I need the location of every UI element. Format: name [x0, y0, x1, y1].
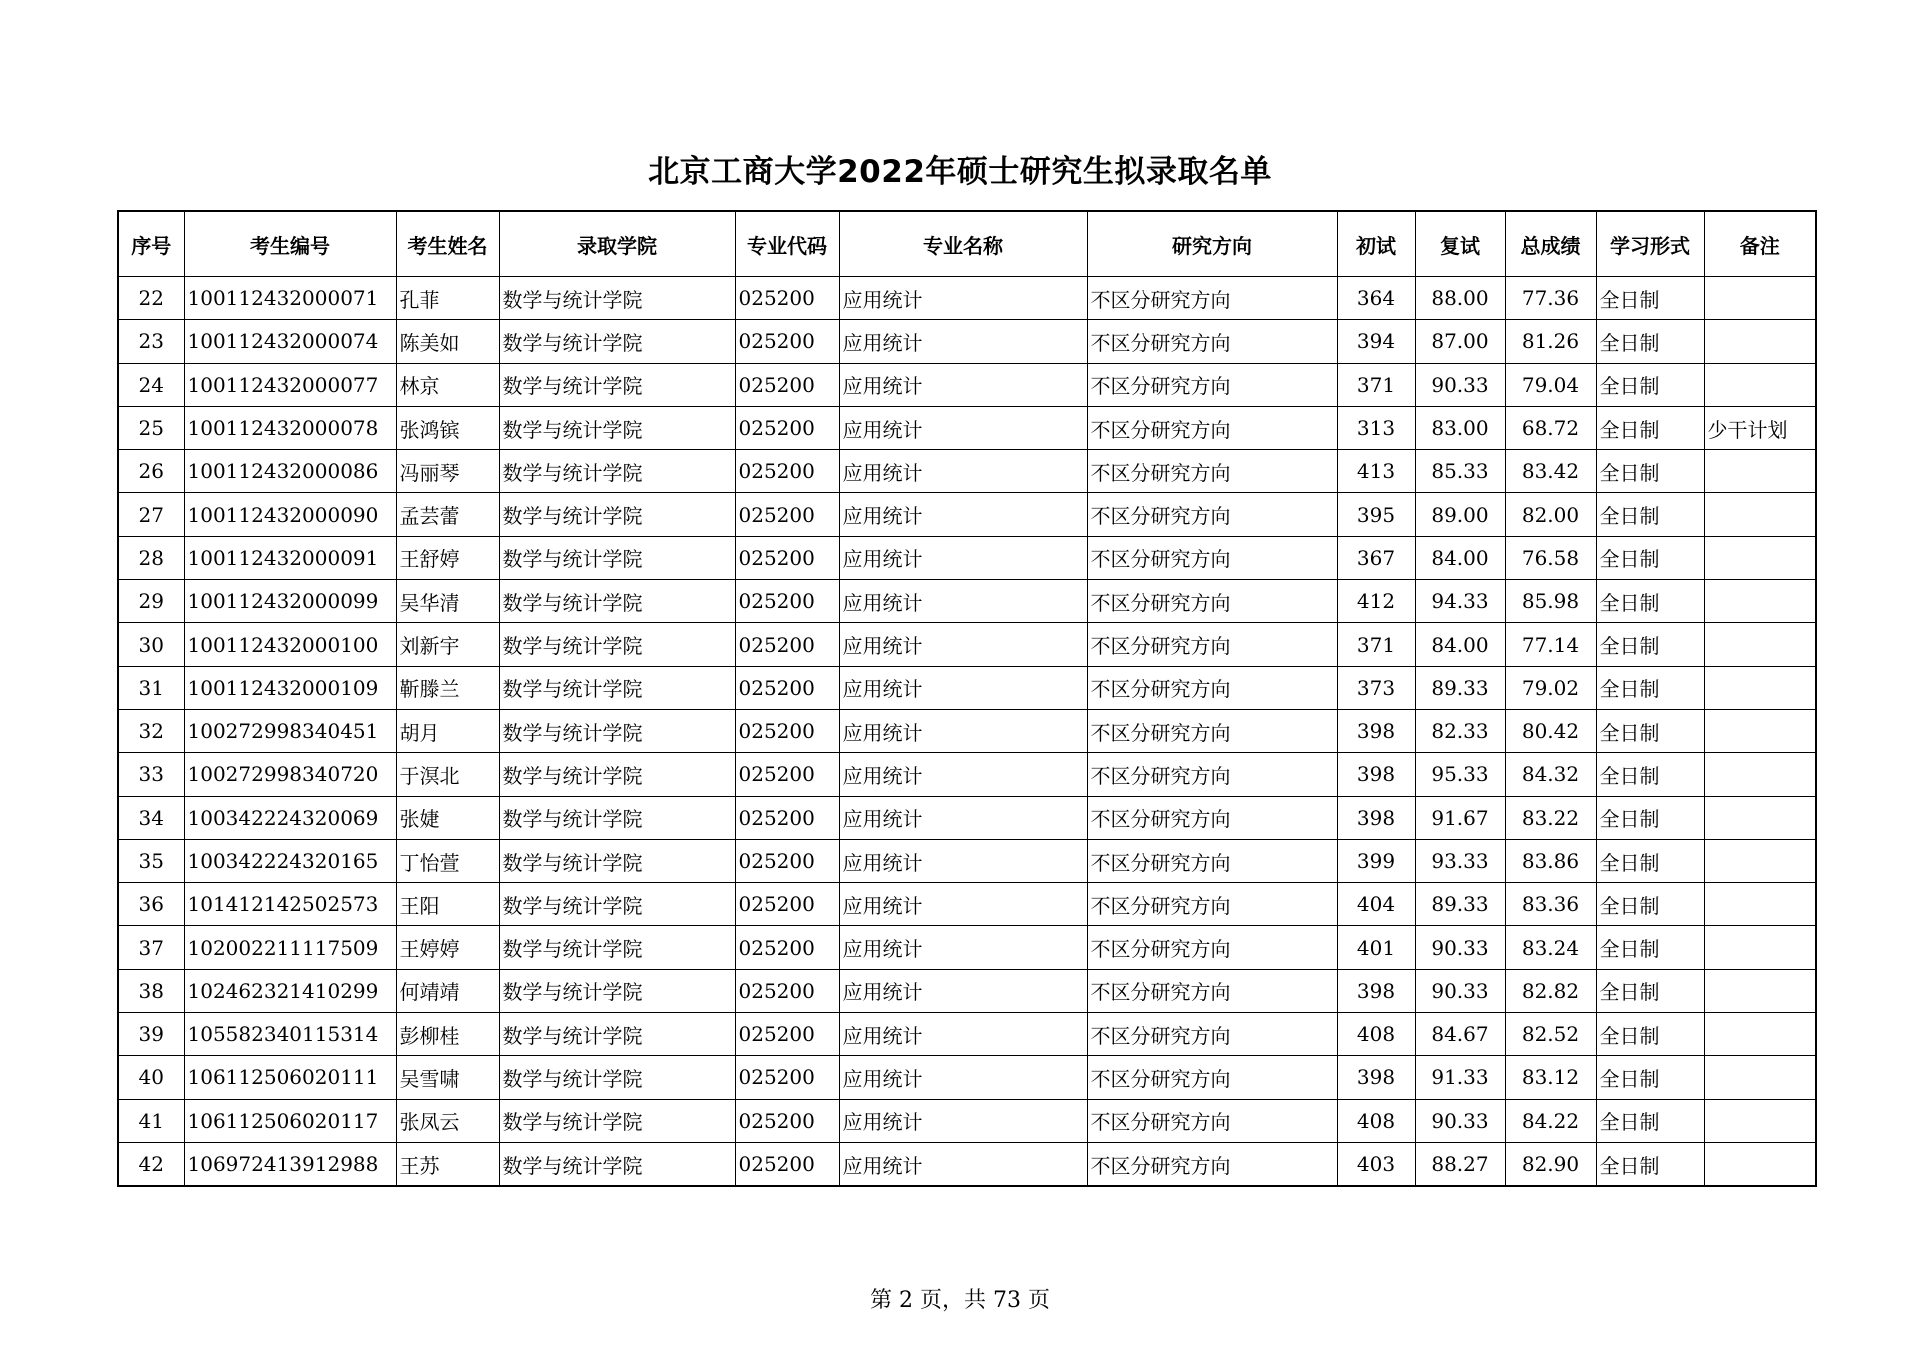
- table-row: [118, 493, 1816, 536]
- table-body: [118, 277, 1816, 1187]
- major-name-cell: 应用统计: [839, 277, 1087, 320]
- college-cell: 数学与统计学院: [499, 406, 735, 449]
- exam-id-cell: 100342224320069: [184, 796, 396, 839]
- major-name-cell: 应用统计: [839, 623, 1087, 666]
- initial-score-cell: 403: [1337, 1142, 1415, 1186]
- major-name-cell: 应用统计: [839, 450, 1087, 493]
- table-row: [118, 363, 1816, 406]
- exam-id-cell: 100112432000086: [184, 450, 396, 493]
- seq-cell: 23: [118, 320, 184, 363]
- total-score-cell: 83.12: [1505, 1056, 1596, 1099]
- study-mode-cell: 全日制: [1596, 450, 1704, 493]
- research-direction-cell: 不区分研究方向: [1087, 969, 1337, 1012]
- college-cell: 数学与统计学院: [499, 536, 735, 579]
- retest-score-cell: 94.33: [1415, 580, 1505, 623]
- column-header-major-code: 专业代码: [735, 211, 839, 277]
- remarks-cell: [1704, 623, 1816, 666]
- study-mode-cell: 全日制: [1596, 666, 1704, 709]
- retest-score-cell: 82.33: [1415, 709, 1505, 752]
- major-name-cell: 应用统计: [839, 1013, 1087, 1056]
- seq-cell: 31: [118, 666, 184, 709]
- initial-score-cell: 408: [1337, 1013, 1415, 1056]
- major-code-cell: 025200: [735, 969, 839, 1012]
- initial-score-cell: 413: [1337, 450, 1415, 493]
- study-mode-cell: 全日制: [1596, 406, 1704, 449]
- college-cell: 数学与统计学院: [499, 666, 735, 709]
- study-mode-cell: 全日制: [1596, 536, 1704, 579]
- seq-cell: 38: [118, 969, 184, 1012]
- retest-score-cell: 84.00: [1415, 623, 1505, 666]
- remarks-cell: [1704, 796, 1816, 839]
- table-row: [118, 1099, 1816, 1142]
- remarks-cell: [1704, 493, 1816, 536]
- initial-score-cell: 412: [1337, 580, 1415, 623]
- table-row: [118, 796, 1816, 839]
- major-code-cell: 025200: [735, 363, 839, 406]
- major-code-cell: 025200: [735, 709, 839, 752]
- total-score-cell: 83.22: [1505, 796, 1596, 839]
- exam-id-cell: 100272998340451: [184, 709, 396, 752]
- table-row: [118, 753, 1816, 796]
- retest-score-cell: 84.67: [1415, 1013, 1505, 1056]
- name-cell: 于溟北: [396, 753, 499, 796]
- initial-score-cell: 399: [1337, 839, 1415, 882]
- research-direction-cell: 不区分研究方向: [1087, 1056, 1337, 1099]
- name-cell: 丁怡萱: [396, 839, 499, 882]
- total-score-cell: 83.86: [1505, 839, 1596, 882]
- document-title: 北京工商大学2022年硕士研究生拟录取名单: [648, 154, 1272, 190]
- table-row: [118, 1142, 1816, 1186]
- research-direction-cell: 不区分研究方向: [1087, 406, 1337, 449]
- research-direction-cell: 不区分研究方向: [1087, 277, 1337, 320]
- seq-cell: 26: [118, 450, 184, 493]
- initial-score-cell: 395: [1337, 493, 1415, 536]
- initial-score-cell: 313: [1337, 406, 1415, 449]
- research-direction-cell: 不区分研究方向: [1087, 883, 1337, 926]
- exam-id-cell: 100112432000100: [184, 623, 396, 666]
- major-name-cell: 应用统计: [839, 580, 1087, 623]
- name-cell: 王舒婷: [396, 536, 499, 579]
- research-direction-cell: 不区分研究方向: [1087, 666, 1337, 709]
- college-cell: 数学与统计学院: [499, 926, 735, 969]
- table-row: [118, 536, 1816, 579]
- study-mode-cell: 全日制: [1596, 623, 1704, 666]
- study-mode-cell: 全日制: [1596, 580, 1704, 623]
- study-mode-cell: 全日制: [1596, 839, 1704, 882]
- column-header-college: 录取学院: [499, 211, 735, 277]
- table-row: [118, 320, 1816, 363]
- college-cell: 数学与统计学院: [499, 623, 735, 666]
- total-score-cell: 79.04: [1505, 363, 1596, 406]
- college-cell: 数学与统计学院: [499, 450, 735, 493]
- table-row: [118, 883, 1816, 926]
- major-code-cell: 025200: [735, 926, 839, 969]
- exam-id-cell: 100112432000074: [184, 320, 396, 363]
- study-mode-cell: 全日制: [1596, 969, 1704, 1012]
- name-cell: 胡月: [396, 709, 499, 752]
- total-score-cell: 77.14: [1505, 623, 1596, 666]
- seq-cell: 33: [118, 753, 184, 796]
- name-cell: 张婕: [396, 796, 499, 839]
- retest-score-cell: 90.33: [1415, 363, 1505, 406]
- seq-cell: 22: [118, 277, 184, 320]
- remarks-cell: [1704, 969, 1816, 1012]
- remarks-cell: [1704, 536, 1816, 579]
- table-row: [118, 839, 1816, 882]
- major-name-cell: 应用统计: [839, 839, 1087, 882]
- initial-score-cell: 364: [1337, 277, 1415, 320]
- research-direction-cell: 不区分研究方向: [1087, 753, 1337, 796]
- remarks-cell: [1704, 709, 1816, 752]
- initial-score-cell: 373: [1337, 666, 1415, 709]
- column-header-exam-id: 考生编号: [184, 211, 396, 277]
- remarks-cell: [1704, 1013, 1816, 1056]
- retest-score-cell: 85.33: [1415, 450, 1505, 493]
- major-name-cell: 应用统计: [839, 709, 1087, 752]
- name-cell: 何靖靖: [396, 969, 499, 1012]
- college-cell: 数学与统计学院: [499, 1142, 735, 1186]
- remarks-cell: [1704, 753, 1816, 796]
- seq-cell: 34: [118, 796, 184, 839]
- column-header-seq: 序号: [118, 211, 184, 277]
- seq-cell: 29: [118, 580, 184, 623]
- initial-score-cell: 401: [1337, 926, 1415, 969]
- research-direction-cell: 不区分研究方向: [1087, 623, 1337, 666]
- initial-score-cell: 371: [1337, 623, 1415, 666]
- seq-cell: 35: [118, 839, 184, 882]
- major-code-cell: 025200: [735, 883, 839, 926]
- total-score-cell: 84.22: [1505, 1099, 1596, 1142]
- name-cell: 王苏: [396, 1142, 499, 1186]
- major-code-cell: 025200: [735, 1013, 839, 1056]
- total-score-cell: 82.82: [1505, 969, 1596, 1012]
- study-mode-cell: 全日制: [1596, 753, 1704, 796]
- study-mode-cell: 全日制: [1596, 1056, 1704, 1099]
- remarks-cell: [1704, 277, 1816, 320]
- seq-cell: 25: [118, 406, 184, 449]
- exam-id-cell: 100272998340720: [184, 753, 396, 796]
- remarks-cell: [1704, 320, 1816, 363]
- study-mode-cell: 全日制: [1596, 1099, 1704, 1142]
- column-header-initial-score: 初试: [1337, 211, 1415, 277]
- seq-cell: 37: [118, 926, 184, 969]
- major-code-cell: 025200: [735, 320, 839, 363]
- initial-score-cell: 398: [1337, 969, 1415, 1012]
- table-row: [118, 623, 1816, 666]
- retest-score-cell: 90.33: [1415, 1099, 1505, 1142]
- seq-cell: 39: [118, 1013, 184, 1056]
- research-direction-cell: 不区分研究方向: [1087, 1099, 1337, 1142]
- major-code-cell: 025200: [735, 450, 839, 493]
- retest-score-cell: 89.33: [1415, 666, 1505, 709]
- retest-score-cell: 88.00: [1415, 277, 1505, 320]
- major-code-cell: 025200: [735, 1056, 839, 1099]
- college-cell: 数学与统计学院: [499, 969, 735, 1012]
- retest-score-cell: 90.33: [1415, 969, 1505, 1012]
- retest-score-cell: 89.00: [1415, 493, 1505, 536]
- table-row: [118, 969, 1816, 1012]
- total-score-cell: 76.58: [1505, 536, 1596, 579]
- retest-score-cell: 84.00: [1415, 536, 1505, 579]
- admission-table: [117, 210, 1817, 1187]
- exam-id-cell: 100112432000090: [184, 493, 396, 536]
- remarks-cell: [1704, 1056, 1816, 1099]
- research-direction-cell: 不区分研究方向: [1087, 796, 1337, 839]
- remarks-cell: [1704, 883, 1816, 926]
- table-row: [118, 450, 1816, 493]
- research-direction-cell: 不区分研究方向: [1087, 363, 1337, 406]
- column-header-major-name: 专业名称: [839, 211, 1087, 277]
- exam-id-cell: 100112432000099: [184, 580, 396, 623]
- study-mode-cell: 全日制: [1596, 709, 1704, 752]
- remarks-cell: 少干计划: [1704, 406, 1816, 449]
- major-name-cell: 应用统计: [839, 406, 1087, 449]
- name-cell: 孟芸蕾: [396, 493, 499, 536]
- major-name-cell: 应用统计: [839, 1142, 1087, 1186]
- seq-cell: 32: [118, 709, 184, 752]
- major-name-cell: 应用统计: [839, 969, 1087, 1012]
- retest-score-cell: 91.67: [1415, 796, 1505, 839]
- major-code-cell: 025200: [735, 1099, 839, 1142]
- table-row: [118, 709, 1816, 752]
- college-cell: 数学与统计学院: [499, 580, 735, 623]
- name-cell: 林京: [396, 363, 499, 406]
- major-name-cell: 应用统计: [839, 796, 1087, 839]
- exam-id-cell: 105582340115314: [184, 1013, 396, 1056]
- column-header-retest-score: 复试: [1415, 211, 1505, 277]
- retest-score-cell: 88.27: [1415, 1142, 1505, 1186]
- study-mode-cell: 全日制: [1596, 363, 1704, 406]
- exam-id-cell: 101412142502573: [184, 883, 396, 926]
- table-row: [118, 580, 1816, 623]
- exam-id-cell: 100112432000071: [184, 277, 396, 320]
- major-code-cell: 025200: [735, 277, 839, 320]
- seq-cell: 27: [118, 493, 184, 536]
- total-score-cell: 77.36: [1505, 277, 1596, 320]
- total-score-cell: 82.52: [1505, 1013, 1596, 1056]
- major-code-cell: 025200: [735, 839, 839, 882]
- column-header-study-mode: 学习形式: [1596, 211, 1704, 277]
- total-score-cell: 81.26: [1505, 320, 1596, 363]
- name-cell: 张鸿镔: [396, 406, 499, 449]
- table-header-row: [118, 211, 1816, 277]
- exam-id-cell: 100112432000091: [184, 536, 396, 579]
- column-header-total-score: 总成绩: [1505, 211, 1596, 277]
- total-score-cell: 80.42: [1505, 709, 1596, 752]
- table-row: [118, 1056, 1816, 1099]
- seq-cell: 28: [118, 536, 184, 579]
- initial-score-cell: 398: [1337, 709, 1415, 752]
- initial-score-cell: 398: [1337, 753, 1415, 796]
- college-cell: 数学与统计学院: [499, 883, 735, 926]
- study-mode-cell: 全日制: [1596, 796, 1704, 839]
- major-name-cell: 应用统计: [839, 1056, 1087, 1099]
- total-score-cell: 85.98: [1505, 580, 1596, 623]
- study-mode-cell: 全日制: [1596, 277, 1704, 320]
- study-mode-cell: 全日制: [1596, 1142, 1704, 1186]
- college-cell: 数学与统计学院: [499, 1056, 735, 1099]
- remarks-cell: [1704, 1142, 1816, 1186]
- seq-cell: 40: [118, 1056, 184, 1099]
- research-direction-cell: 不区分研究方向: [1087, 926, 1337, 969]
- exam-id-cell: 100112432000077: [184, 363, 396, 406]
- study-mode-cell: 全日制: [1596, 926, 1704, 969]
- college-cell: 数学与统计学院: [499, 839, 735, 882]
- table-row: [118, 277, 1816, 320]
- major-name-cell: 应用统计: [839, 320, 1087, 363]
- college-cell: 数学与统计学院: [499, 320, 735, 363]
- research-direction-cell: 不区分研究方向: [1087, 450, 1337, 493]
- major-name-cell: 应用统计: [839, 883, 1087, 926]
- major-code-cell: 025200: [735, 1142, 839, 1186]
- exam-id-cell: 102462321410299: [184, 969, 396, 1012]
- major-code-cell: 025200: [735, 623, 839, 666]
- research-direction-cell: 不区分研究方向: [1087, 709, 1337, 752]
- total-score-cell: 83.24: [1505, 926, 1596, 969]
- retest-score-cell: 93.33: [1415, 839, 1505, 882]
- initial-score-cell: 404: [1337, 883, 1415, 926]
- name-cell: 冯丽琴: [396, 450, 499, 493]
- exam-id-cell: 100112432000109: [184, 666, 396, 709]
- name-cell: 靳滕兰: [396, 666, 499, 709]
- college-cell: 数学与统计学院: [499, 1099, 735, 1142]
- page-number: 第 2 页，共 73 页: [870, 1288, 1050, 1313]
- college-cell: 数学与统计学院: [499, 709, 735, 752]
- major-code-cell: 025200: [735, 666, 839, 709]
- remarks-cell: [1704, 450, 1816, 493]
- retest-score-cell: 95.33: [1415, 753, 1505, 796]
- column-header-name: 考生姓名: [396, 211, 499, 277]
- retest-score-cell: 90.33: [1415, 926, 1505, 969]
- study-mode-cell: 全日制: [1596, 493, 1704, 536]
- remarks-cell: [1704, 666, 1816, 709]
- seq-cell: 36: [118, 883, 184, 926]
- initial-score-cell: 398: [1337, 796, 1415, 839]
- name-cell: 张凤云: [396, 1099, 499, 1142]
- total-score-cell: 84.32: [1505, 753, 1596, 796]
- study-mode-cell: 全日制: [1596, 1013, 1704, 1056]
- column-header-remarks: 备注: [1704, 211, 1816, 277]
- remarks-cell: [1704, 926, 1816, 969]
- seq-cell: 41: [118, 1099, 184, 1142]
- remarks-cell: [1704, 363, 1816, 406]
- research-direction-cell: 不区分研究方向: [1087, 536, 1337, 579]
- remarks-cell: [1704, 580, 1816, 623]
- study-mode-cell: 全日制: [1596, 883, 1704, 926]
- exam-id-cell: 106112506020111: [184, 1056, 396, 1099]
- study-mode-cell: 全日制: [1596, 320, 1704, 363]
- retest-score-cell: 91.33: [1415, 1056, 1505, 1099]
- research-direction-cell: 不区分研究方向: [1087, 1013, 1337, 1056]
- name-cell: 孔菲: [396, 277, 499, 320]
- table-row: [118, 1013, 1816, 1056]
- college-cell: 数学与统计学院: [499, 1013, 735, 1056]
- major-code-cell: 025200: [735, 406, 839, 449]
- college-cell: 数学与统计学院: [499, 796, 735, 839]
- total-score-cell: 82.90: [1505, 1142, 1596, 1186]
- major-name-cell: 应用统计: [839, 753, 1087, 796]
- table-row: [118, 406, 1816, 449]
- initial-score-cell: 408: [1337, 1099, 1415, 1142]
- table-row: [118, 926, 1816, 969]
- college-cell: 数学与统计学院: [499, 493, 735, 536]
- total-score-cell: 83.42: [1505, 450, 1596, 493]
- major-code-cell: 025200: [735, 580, 839, 623]
- name-cell: 吴华清: [396, 580, 499, 623]
- retest-score-cell: 87.00: [1415, 320, 1505, 363]
- exam-id-cell: 100342224320165: [184, 839, 396, 882]
- research-direction-cell: 不区分研究方向: [1087, 580, 1337, 623]
- major-name-cell: 应用统计: [839, 363, 1087, 406]
- table-row: [118, 666, 1816, 709]
- retest-score-cell: 83.00: [1415, 406, 1505, 449]
- major-code-cell: 025200: [735, 796, 839, 839]
- initial-score-cell: 394: [1337, 320, 1415, 363]
- major-name-cell: 应用统计: [839, 536, 1087, 579]
- college-cell: 数学与统计学院: [499, 363, 735, 406]
- exam-id-cell: 100112432000078: [184, 406, 396, 449]
- name-cell: 陈美如: [396, 320, 499, 363]
- seq-cell: 30: [118, 623, 184, 666]
- name-cell: 吴雪啸: [396, 1056, 499, 1099]
- retest-score-cell: 89.33: [1415, 883, 1505, 926]
- total-score-cell: 83.36: [1505, 883, 1596, 926]
- exam-id-cell: 106112506020117: [184, 1099, 396, 1142]
- name-cell: 彭柳桂: [396, 1013, 499, 1056]
- total-score-cell: 82.00: [1505, 493, 1596, 536]
- total-score-cell: 79.02: [1505, 666, 1596, 709]
- research-direction-cell: 不区分研究方向: [1087, 1142, 1337, 1186]
- major-name-cell: 应用统计: [839, 1099, 1087, 1142]
- exam-id-cell: 106972413912988: [184, 1142, 396, 1186]
- seq-cell: 42: [118, 1142, 184, 1186]
- remarks-cell: [1704, 1099, 1816, 1142]
- initial-score-cell: 398: [1337, 1056, 1415, 1099]
- major-name-cell: 应用统计: [839, 666, 1087, 709]
- major-code-cell: 025200: [735, 536, 839, 579]
- major-name-cell: 应用统计: [839, 493, 1087, 536]
- name-cell: 王婷婷: [396, 926, 499, 969]
- research-direction-cell: 不区分研究方向: [1087, 320, 1337, 363]
- column-header-research-direction: 研究方向: [1087, 211, 1337, 277]
- college-cell: 数学与统计学院: [499, 277, 735, 320]
- initial-score-cell: 371: [1337, 363, 1415, 406]
- seq-cell: 24: [118, 363, 184, 406]
- remarks-cell: [1704, 839, 1816, 882]
- major-code-cell: 025200: [735, 493, 839, 536]
- initial-score-cell: 367: [1337, 536, 1415, 579]
- name-cell: 刘新宇: [396, 623, 499, 666]
- research-direction-cell: 不区分研究方向: [1087, 839, 1337, 882]
- total-score-cell: 68.72: [1505, 406, 1596, 449]
- name-cell: 王阳: [396, 883, 499, 926]
- exam-id-cell: 102002211117509: [184, 926, 396, 969]
- research-direction-cell: 不区分研究方向: [1087, 493, 1337, 536]
- college-cell: 数学与统计学院: [499, 753, 735, 796]
- major-name-cell: 应用统计: [839, 926, 1087, 969]
- major-code-cell: 025200: [735, 753, 839, 796]
